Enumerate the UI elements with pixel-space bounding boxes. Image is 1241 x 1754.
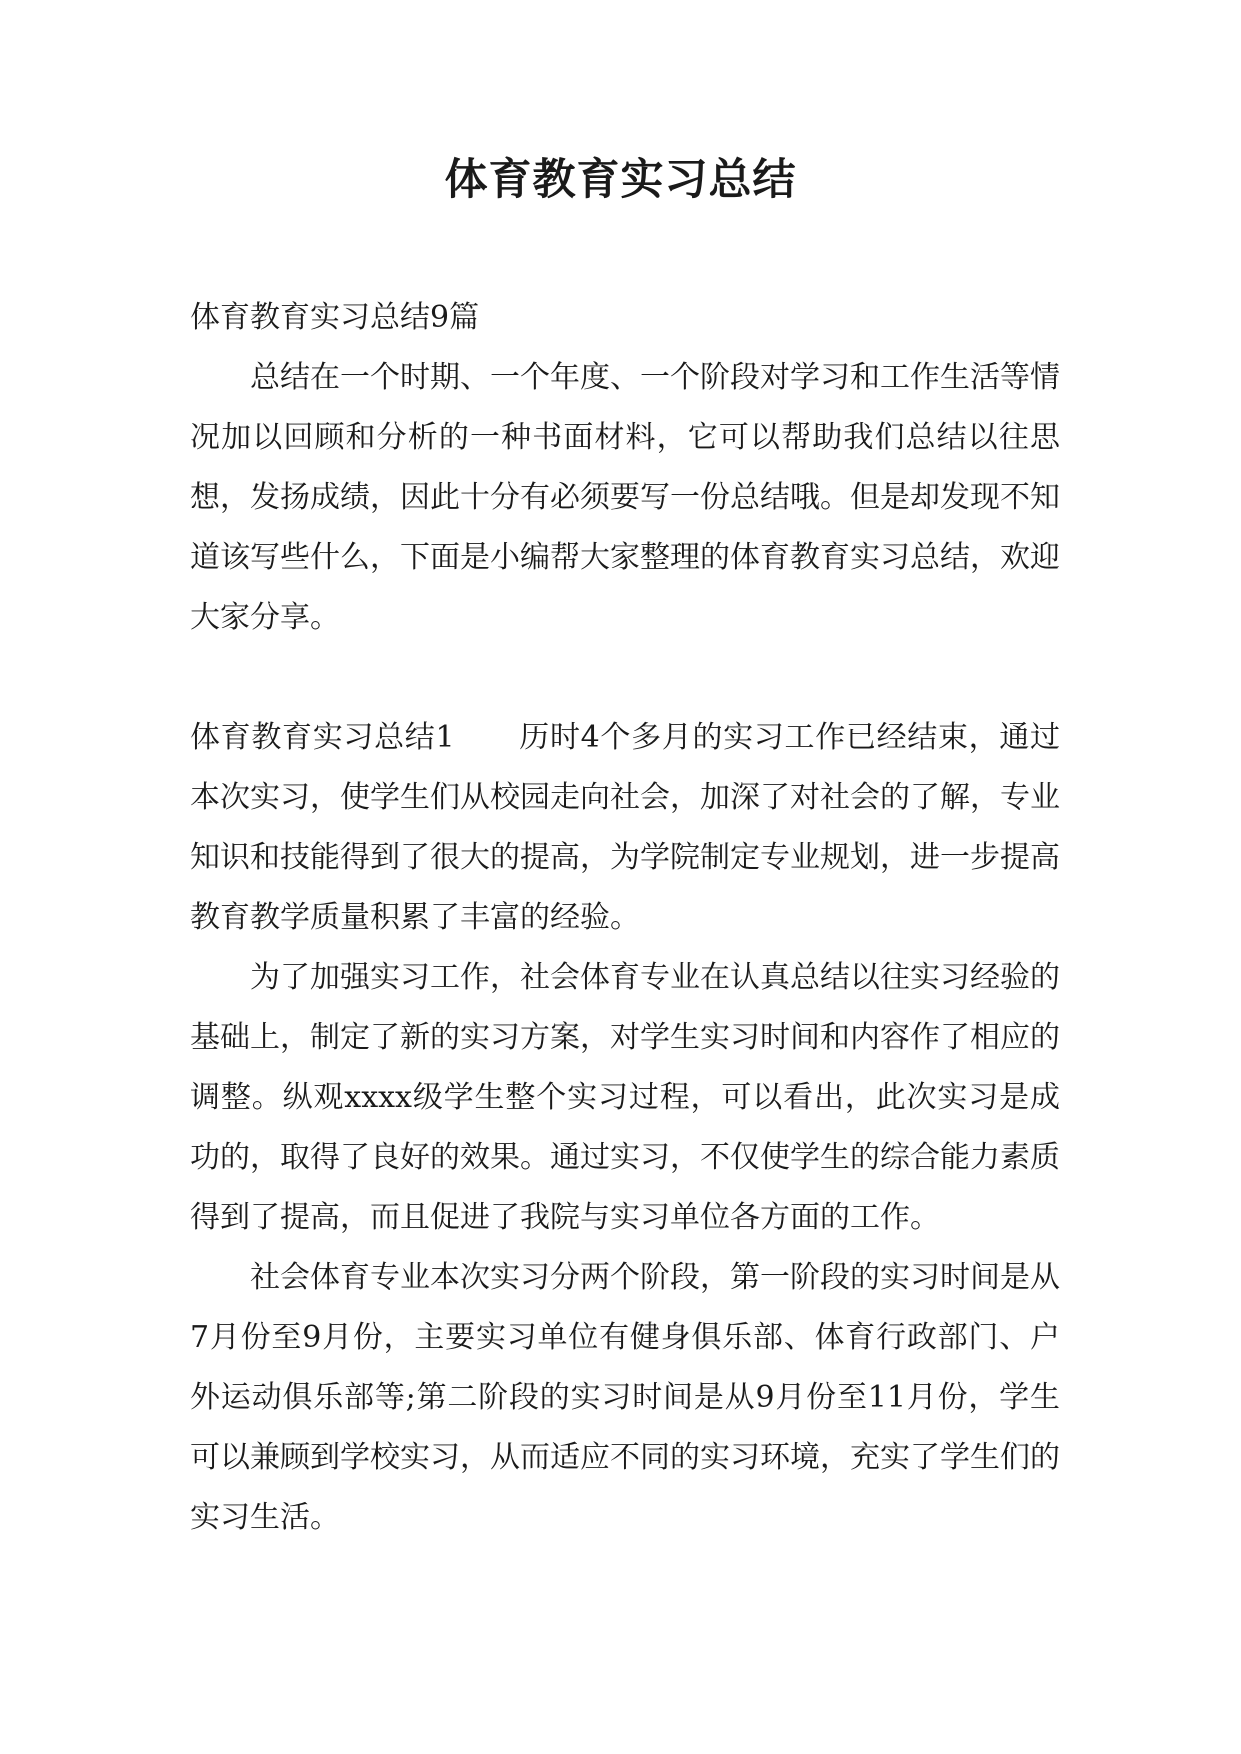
document-subtitle: 体育教育实习总结9篇	[190, 300, 480, 335]
section-1-heading: 体育教育实习总结1	[190, 720, 455, 755]
body-paragraph: 社会体育专业本次实习分两个阶段，第一阶段的实习时间是从7月份至9月份，主要实习单位有健身俱乐部、体育行政部门、户外运动俱乐部等;第二阶段的实习时间是从9月份至11月份，学生可以兼顾到学校实习，从而适应不同的实习环境，充实了学生们的实习生活。	[190, 1260, 1060, 1535]
paragraph-spacer	[190, 648, 1060, 708]
section-1-lead: 历时4个多月的实习工作已经结束，通过本次实习，使学生们从校园走向社会，加深了对社会的了解，专业知识和技能得到了很大的提高，为学院制定专业规划，进一步提高教育教学质量积累了丰富的经验。	[190, 720, 1060, 935]
document-title: 体育教育实习总结	[444, 155, 797, 205]
intro-paragraph: 总结在一个时期、一个年度、一个阶段对学习和工作生活等情况加以回顾和分析的一种书面材料，它可以帮助我们总结以往思想，发扬成绩，因此十分有必须要写一份总结哦。但是却发现不知道该写些什么，下面是小编帮大家整理的体育教育实习总结，欢迎大家分享。	[190, 360, 1060, 635]
body-paragraph: 为了加强实习工作，社会体育专业在认真总结以往实习经验的基础上，制定了新的实习方案，对学生实习时间和内容作了相应的调整。纵观xxxx级学生整个实习过程，可以看出，此次实习是成功的，取得了良好的效果。通过实习，不仅使学生的综合能力素质得到了提高，而且促进了我院与实习单位各方面的工作。	[190, 960, 1060, 1235]
section-1-paragraph	[190, 708, 1060, 948]
document-body	[190, 288, 1060, 1548]
